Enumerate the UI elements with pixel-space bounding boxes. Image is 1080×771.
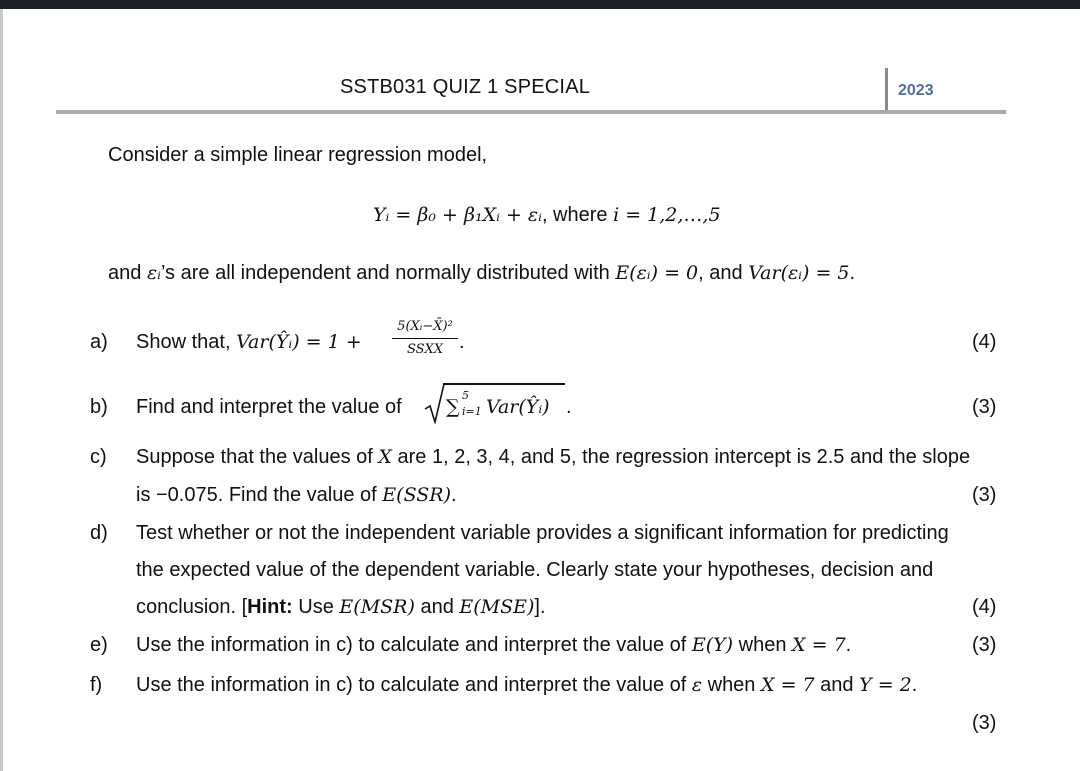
question-e-label: e) bbox=[90, 634, 108, 656]
question-d-text-a: conclusion. [ bbox=[136, 596, 248, 618]
assumptions-text-a: and bbox=[108, 262, 147, 284]
header-year: 2023 bbox=[898, 82, 934, 99]
header-rule bbox=[56, 110, 1006, 114]
question-f-text-a: Use the information in c) to calculate and interpret the value of bbox=[136, 674, 692, 696]
question-e-text-a: Use the information in c) to calculate and interpret the value of bbox=[136, 634, 692, 656]
header-divider bbox=[885, 68, 888, 114]
question-c-end: . bbox=[450, 484, 457, 506]
question-b-radicand bbox=[446, 396, 460, 419]
question-c-x: X bbox=[378, 446, 392, 468]
model-equation bbox=[373, 204, 721, 227]
question-c-line-1 bbox=[136, 446, 970, 469]
question-f-text bbox=[136, 674, 917, 697]
question-d-text-b: Use bbox=[292, 596, 340, 618]
question-d-line-1: Test whether or not the independent variable provides a significant information for predicting bbox=[136, 522, 949, 544]
question-e-marks: (3) bbox=[972, 634, 997, 656]
left-page-edge bbox=[0, 9, 3, 771]
question-c-ssr: E(SSR) bbox=[382, 484, 451, 506]
question-a-numerator: 5(Xᵢ−X̄)² bbox=[397, 319, 453, 334]
model-index: i = 1,2,…,5 bbox=[613, 204, 721, 226]
question-f-text-b: when bbox=[702, 674, 761, 696]
assumptions-text-b: ’s are all independent and normally distributed with bbox=[160, 262, 616, 284]
question-e-end: . bbox=[845, 634, 852, 656]
question-a-label: a) bbox=[90, 331, 108, 353]
question-d-label: d) bbox=[90, 522, 108, 544]
question-b-var-expr: Var(Ŷᵢ) bbox=[486, 396, 550, 418]
assumptions-and: , and bbox=[698, 262, 749, 284]
question-f-text-c: and bbox=[814, 674, 860, 696]
square-root-bar bbox=[443, 383, 565, 385]
top-dark-band bbox=[0, 0, 1080, 9]
sum-lower-limit: i=1 bbox=[462, 405, 482, 418]
question-a-end: . bbox=[459, 331, 465, 353]
question-a-lead: Show that, bbox=[136, 331, 237, 353]
page-title: SSTB031 QUIZ 1 SPECIAL bbox=[340, 76, 591, 98]
question-d-hint: Hint: bbox=[247, 596, 293, 618]
question-e-text bbox=[136, 634, 851, 657]
question-f-y2: Y = 2 bbox=[859, 674, 912, 696]
assumptions-variance: Var(εᵢ) = 5 bbox=[748, 262, 850, 284]
question-d-msr: E(MSR) bbox=[339, 596, 415, 618]
question-d-text-c: and bbox=[414, 596, 460, 618]
question-d-marks: (4) bbox=[972, 596, 997, 618]
question-b-marks: (3) bbox=[972, 396, 997, 418]
question-f-label: f) bbox=[90, 674, 103, 696]
model-where: , where bbox=[541, 204, 614, 226]
question-c-text-a: Suppose that the values of bbox=[136, 446, 379, 468]
question-c-line-2 bbox=[136, 484, 457, 507]
question-d-mse: E(MSE) bbox=[459, 596, 535, 618]
question-d-end: ]. bbox=[534, 596, 546, 618]
question-f-end: . bbox=[911, 674, 918, 696]
model-formula: Yᵢ = β₀ + β₁Xᵢ + εᵢ bbox=[373, 204, 542, 226]
question-e-x7: X = 7 bbox=[792, 634, 846, 656]
question-b-end: . bbox=[566, 396, 572, 418]
sum-upper-limit: 5 bbox=[462, 389, 469, 402]
assumptions-line bbox=[108, 262, 855, 285]
question-c-text-c: is −0.075. Find the value of bbox=[136, 484, 383, 506]
question-c-marks: (3) bbox=[972, 484, 997, 506]
question-c-text-b: are 1, 2, 3, 4, and 5, the regression intercept is 2.5 and the slope bbox=[391, 446, 971, 468]
question-d-line-3 bbox=[136, 596, 546, 619]
question-a-text bbox=[136, 331, 362, 354]
question-e-ey: E(Y) bbox=[691, 634, 734, 656]
question-e-text-b: when bbox=[733, 634, 793, 656]
question-b-label: b) bbox=[90, 396, 108, 418]
sum-sign: ∑ bbox=[446, 396, 460, 418]
question-f-x7: X = 7 bbox=[761, 674, 815, 696]
assumptions-expectation: E(εᵢ) = 0 bbox=[615, 262, 699, 284]
question-a-denominator: SSXX bbox=[406, 342, 444, 357]
question-c-label: c) bbox=[90, 446, 107, 468]
square-root-icon bbox=[424, 382, 446, 424]
question-f-marks: (3) bbox=[972, 712, 997, 734]
question-d-line-2: the expected value of the dependent variable. Clearly state your hypotheses, decision and bbox=[136, 559, 934, 581]
question-f-epsilon: ε bbox=[691, 674, 703, 696]
question-a-lhs: Var(Ŷᵢ) = 1 + bbox=[236, 331, 362, 353]
question-a-marks: (4) bbox=[972, 331, 997, 353]
question-b-variance bbox=[486, 396, 550, 419]
intro-line: Consider a simple linear regression model, bbox=[108, 144, 488, 166]
assumptions-end: . bbox=[849, 262, 856, 284]
question-b-text: Find and interpret the value of bbox=[136, 396, 402, 418]
question-a-fraction-bar bbox=[392, 338, 458, 339]
assumptions-epsilon: εᵢ bbox=[146, 262, 161, 284]
